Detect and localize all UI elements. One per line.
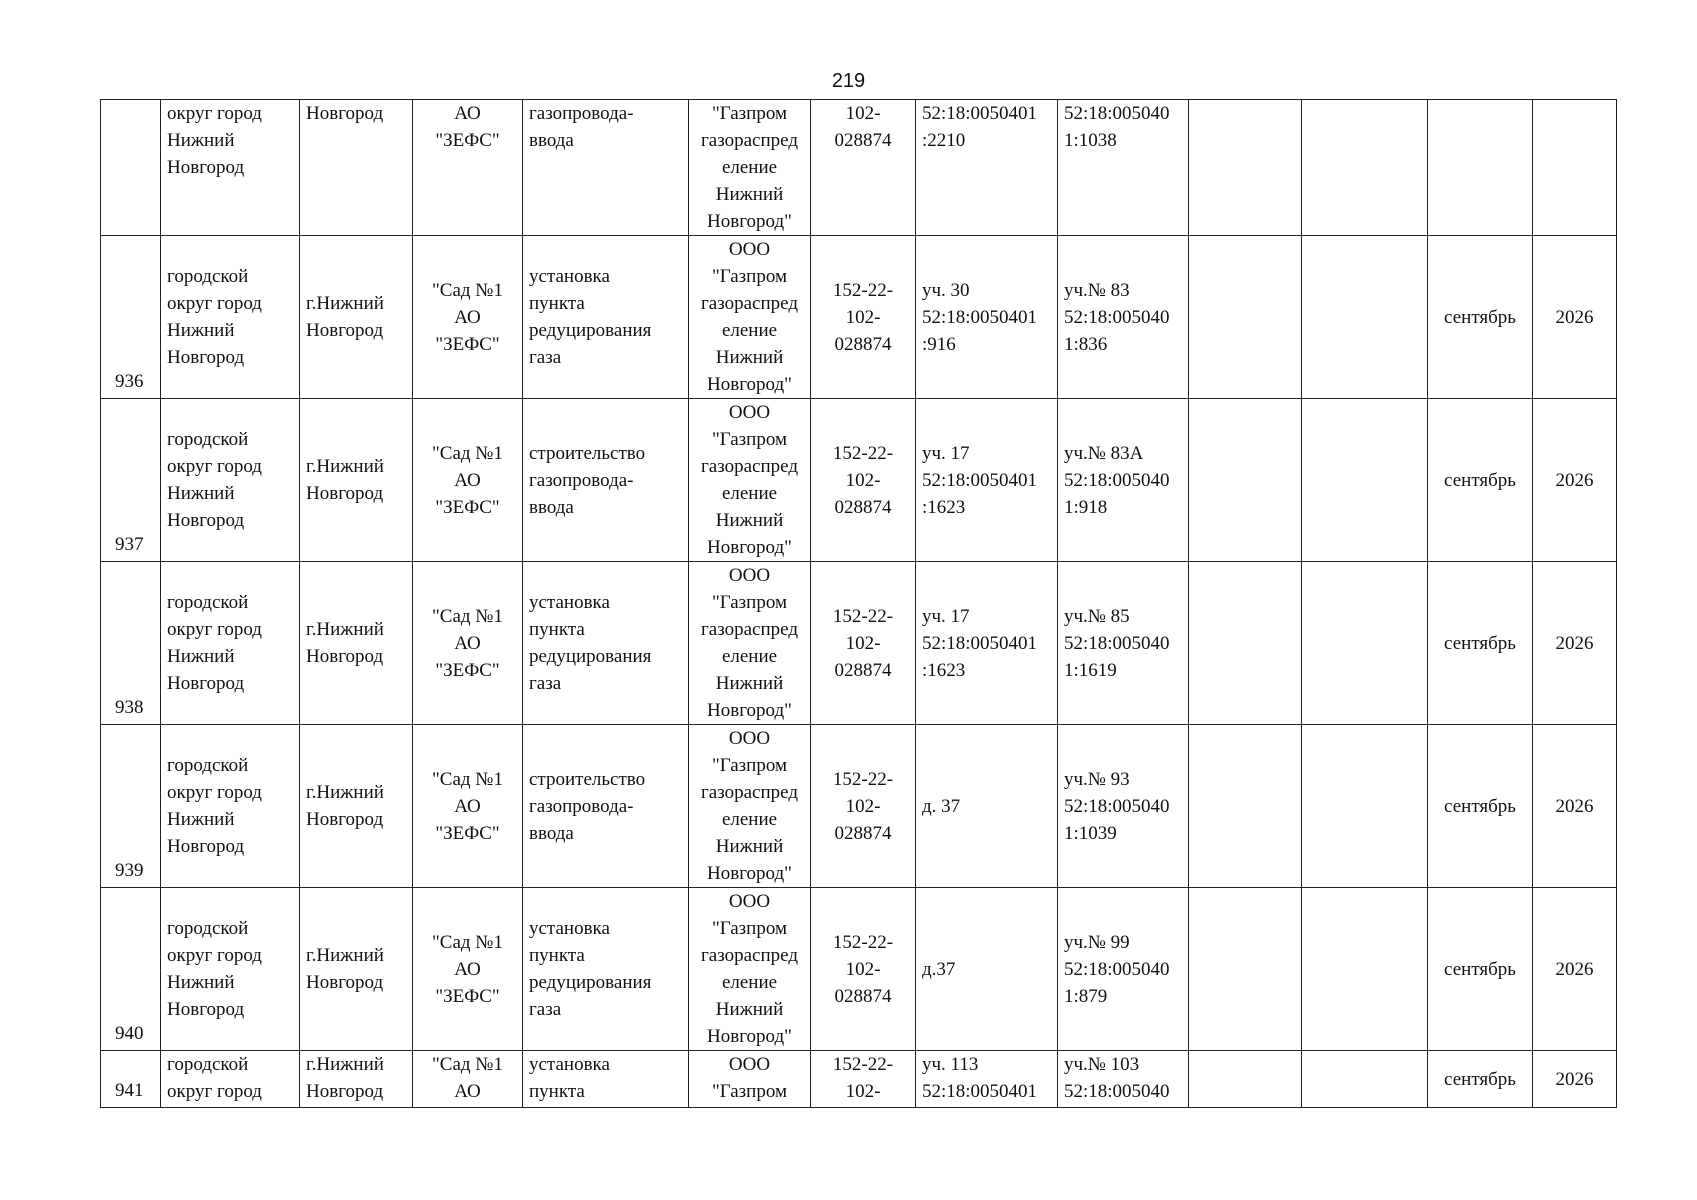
cadastral-number-cell: 52:18:0050401 :2210 — [916, 100, 1058, 236]
row-number — [101, 100, 161, 236]
empty-cell — [1302, 888, 1428, 1051]
month-cell: сентябрь — [1428, 725, 1533, 888]
city-cell: г.Нижний Новгород — [300, 236, 413, 399]
empty-cell — [1189, 399, 1302, 562]
empty-cell — [1302, 100, 1428, 236]
table-row — [101, 399, 1617, 562]
cadastral-number-cell: д. 37 — [916, 725, 1058, 888]
empty-cell — [1302, 562, 1428, 725]
work-cell: установка пункта редуцирования газа — [523, 888, 689, 1051]
year-cell — [1533, 100, 1617, 236]
cadastral-number-2-cell: уч.№ 103 52:18:005040 — [1058, 1051, 1189, 1108]
code-cell: 152-22- 102- — [811, 1051, 916, 1108]
cadastral-number-cell: уч. 17 52:18:0050401 :1623 — [916, 562, 1058, 725]
empty-cell — [1302, 236, 1428, 399]
city-cell: г.Нижний Новгород — [300, 888, 413, 1051]
area-cell: городской округ город Нижний Новгород — [161, 888, 300, 1051]
area-cell: округ город Нижний Новгород — [161, 100, 300, 236]
owner-cell: АО "ЗЕФС" — [413, 100, 523, 236]
month-cell: сентябрь — [1428, 399, 1533, 562]
page-number: 219 — [831, 70, 866, 92]
organization-cell: ООО "Газпром газораспред еление Нижний Новгород" — [689, 562, 811, 725]
year-cell: 2026 — [1533, 1051, 1617, 1108]
city-cell: Новгород — [300, 100, 413, 236]
area-cell: городской округ город Нижний Новгород — [161, 399, 300, 562]
owner-cell: "Сад №1 АО "ЗЕФС" — [413, 888, 523, 1051]
month-cell: сентябрь — [1428, 236, 1533, 399]
year-cell: 2026 — [1533, 725, 1617, 888]
registry-table — [100, 99, 1617, 1108]
cadastral-number-cell: уч. 17 52:18:0050401 :1623 — [916, 399, 1058, 562]
empty-cell — [1302, 725, 1428, 888]
city-cell: г.Нижний Новгород — [300, 562, 413, 725]
cadastral-number-2-cell: уч.№ 85 52:18:005040 1:1619 — [1058, 562, 1189, 725]
row-number: 938 — [101, 562, 161, 725]
table-row — [101, 1051, 1617, 1108]
organization-cell: ООО "Газпром — [689, 1051, 811, 1108]
empty-cell — [1189, 100, 1302, 236]
month-cell: сентябрь — [1428, 888, 1533, 1051]
year-cell: 2026 — [1533, 236, 1617, 399]
year-cell: 2026 — [1533, 888, 1617, 1051]
code-cell: 152-22- 102- 028874 — [811, 888, 916, 1051]
row-number: 939 — [101, 725, 161, 888]
table-row — [101, 562, 1617, 725]
organization-cell: ООО "Газпром газораспред еление Нижний Новгород" — [689, 725, 811, 888]
area-cell: городской округ город Нижний Новгород — [161, 562, 300, 725]
city-cell: г.Нижний Новгород — [300, 1051, 413, 1108]
owner-cell: "Сад №1 АО "ЗЕФС" — [413, 399, 523, 562]
code-cell: 152-22- 102- 028874 — [811, 725, 916, 888]
table-row — [101, 725, 1617, 888]
row-number: 940 — [101, 888, 161, 1051]
owner-cell: "Сад №1 АО — [413, 1051, 523, 1108]
cadastral-number-2-cell: 52:18:005040 1:1038 — [1058, 100, 1189, 236]
empty-cell — [1189, 562, 1302, 725]
cadastral-number-cell: уч. 30 52:18:0050401 :916 — [916, 236, 1058, 399]
work-cell: строительство газопровода- ввода — [523, 725, 689, 888]
empty-cell — [1189, 725, 1302, 888]
cadastral-number-2-cell: уч.№ 83А 52:18:005040 1:918 — [1058, 399, 1189, 562]
empty-cell — [1189, 1051, 1302, 1108]
owner-cell: "Сад №1 АО "ЗЕФС" — [413, 562, 523, 725]
table-row — [101, 236, 1617, 399]
year-cell: 2026 — [1533, 399, 1617, 562]
empty-cell — [1189, 236, 1302, 399]
area-cell: городской округ город Нижний Новгород — [161, 236, 300, 399]
month-cell — [1428, 100, 1533, 236]
empty-cell — [1302, 399, 1428, 562]
work-cell: установка пункта редуцирования газа — [523, 562, 689, 725]
cadastral-number-cell: уч. 113 52:18:0050401 — [916, 1051, 1058, 1108]
cadastral-number-cell: д.37 — [916, 888, 1058, 1051]
year-cell: 2026 — [1533, 562, 1617, 725]
row-number: 936 — [101, 236, 161, 399]
organization-cell: ООО "Газпром газораспред еление Нижний Новгород" — [689, 399, 811, 562]
organization-cell: ООО "Газпром газораспред еление Нижний Новгород" — [689, 236, 811, 399]
cadastral-number-2-cell: уч.№ 83 52:18:005040 1:836 — [1058, 236, 1189, 399]
owner-cell: "Сад №1 АО "ЗЕФС" — [413, 236, 523, 399]
code-cell: 152-22- 102- 028874 — [811, 399, 916, 562]
area-cell: городской округ город — [161, 1051, 300, 1108]
owner-cell: "Сад №1 АО "ЗЕФС" — [413, 725, 523, 888]
work-cell: установка пункта — [523, 1051, 689, 1108]
city-cell: г.Нижний Новгород — [300, 725, 413, 888]
area-cell: городской округ город Нижний Новгород — [161, 725, 300, 888]
code-cell: 152-22- 102- 028874 — [811, 236, 916, 399]
work-cell: установка пункта редуцирования газа — [523, 236, 689, 399]
table-row — [101, 888, 1617, 1051]
work-cell: строительство газопровода- ввода — [523, 399, 689, 562]
row-number: 941 — [101, 1051, 161, 1108]
row-number: 937 — [101, 399, 161, 562]
organization-cell: ООО "Газпром газораспред еление Нижний Новгород" — [689, 888, 811, 1051]
table-row — [101, 100, 1617, 236]
code-cell: 102- 028874 — [811, 100, 916, 236]
code-cell: 152-22- 102- 028874 — [811, 562, 916, 725]
cadastral-number-2-cell: уч.№ 93 52:18:005040 1:1039 — [1058, 725, 1189, 888]
month-cell: сентябрь — [1428, 1051, 1533, 1108]
work-cell: газопровода- ввода — [523, 100, 689, 236]
empty-cell — [1302, 1051, 1428, 1108]
city-cell: г.Нижний Новгород — [300, 399, 413, 562]
cadastral-number-2-cell: уч.№ 99 52:18:005040 1:879 — [1058, 888, 1189, 1051]
organization-cell: "Газпром газораспред еление Нижний Новгород" — [689, 100, 811, 236]
empty-cell — [1189, 888, 1302, 1051]
month-cell: сентябрь — [1428, 562, 1533, 725]
